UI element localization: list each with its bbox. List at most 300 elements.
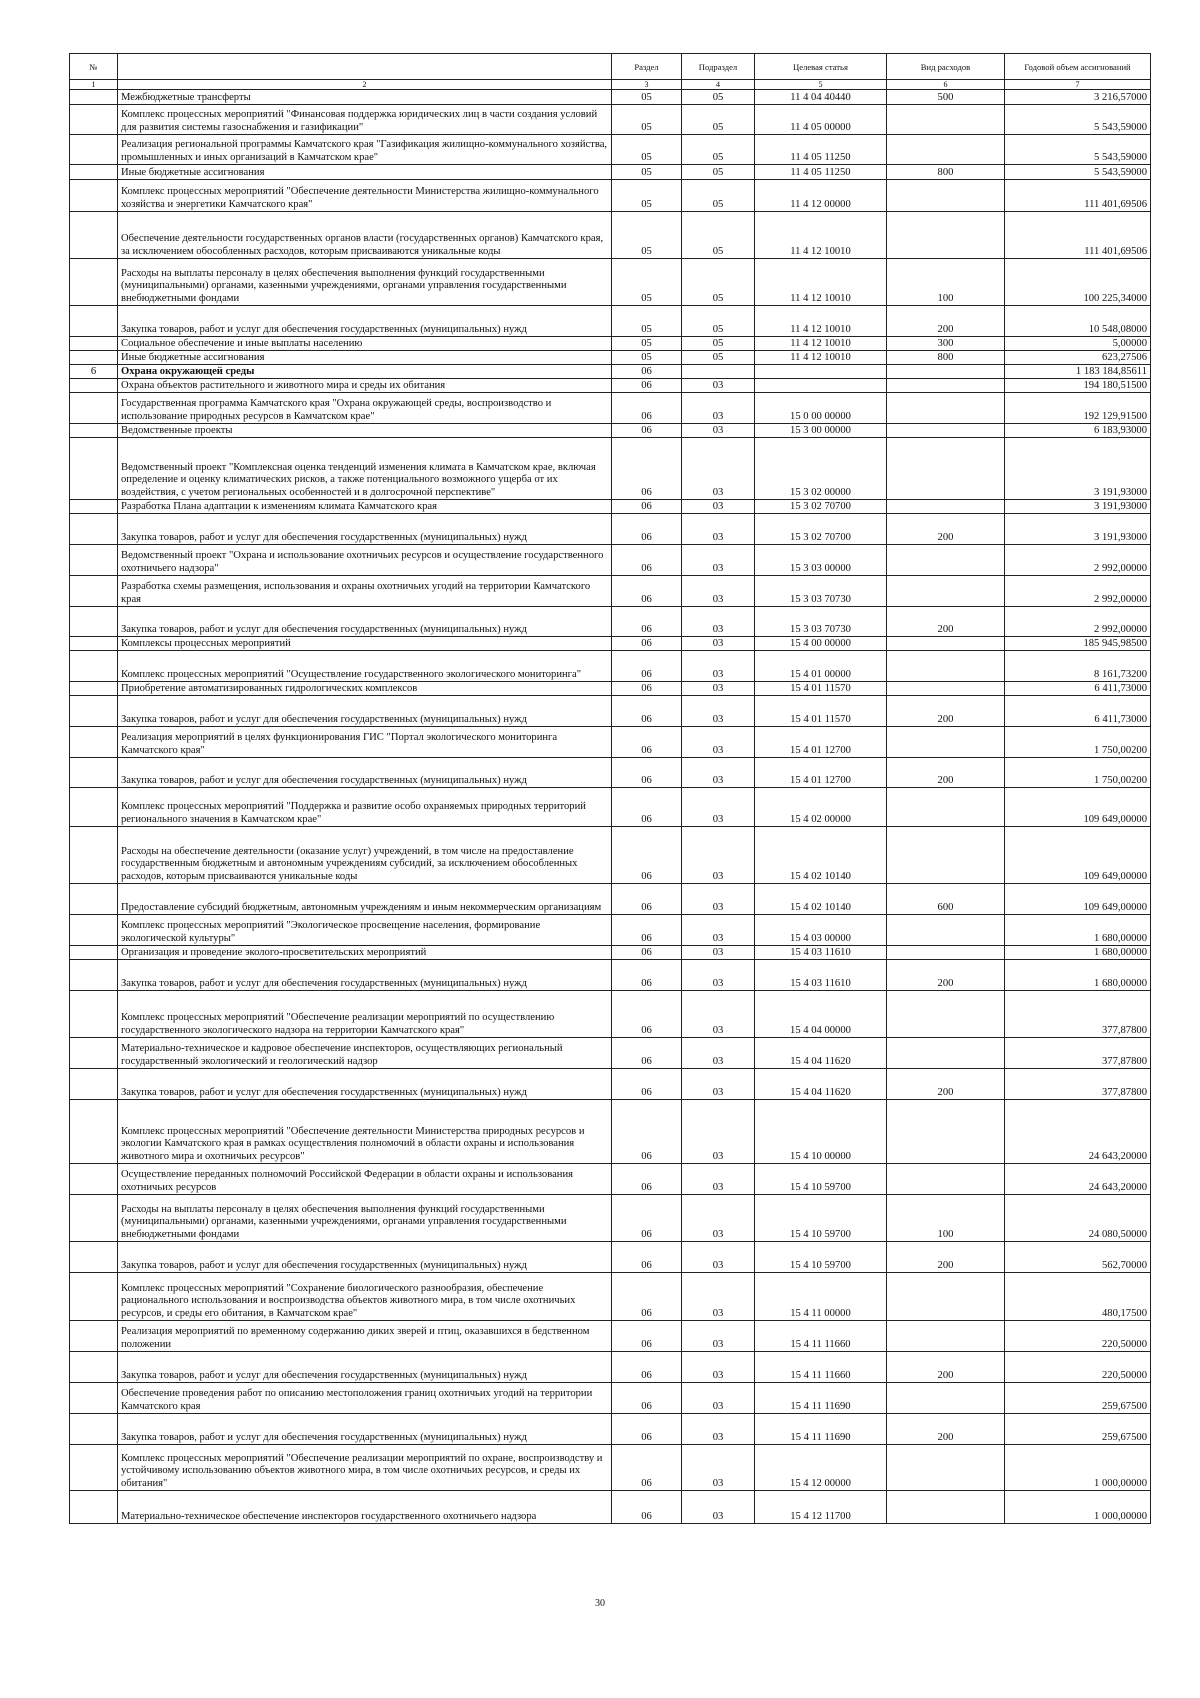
row-section: 06 <box>612 1273 682 1321</box>
row-target-article: 15 4 11 11690 <box>755 1414 887 1445</box>
table-row <box>70 696 1151 727</box>
row-number <box>70 727 118 758</box>
table-row <box>70 884 1151 915</box>
row-subsection: 03 <box>682 827 755 884</box>
table-row <box>70 1242 1151 1273</box>
row-name: Комплекс процессных мероприятий "Сохранение биологического разнообразия, обеспечение рационального использования и воспроизводства объектов животного мира, в том числе охотничьих ресурсов, и среды его обитания, в Камчатском крае" <box>118 1273 612 1321</box>
table-header <box>70 54 1151 90</box>
row-amount: 24 643,20000 <box>1005 1100 1151 1164</box>
row-section: 06 <box>612 960 682 991</box>
row-amount: 377,87800 <box>1005 1038 1151 1069</box>
row-name: Закупка товаров, работ и услуг для обеспечения государственных (муниципальных) нужд <box>118 1352 612 1383</box>
row-section: 06 <box>612 1164 682 1195</box>
row-expense-type: 200 <box>887 696 1005 727</box>
row-subsection: 03 <box>682 1321 755 1352</box>
row-amount: 100 225,34000 <box>1005 259 1151 306</box>
row-subsection: 03 <box>682 1069 755 1100</box>
row-expense-type: 800 <box>887 165 1005 180</box>
row-number <box>70 165 118 180</box>
row-section: 06 <box>612 1100 682 1164</box>
row-expense-type <box>887 438 1005 500</box>
row-amount: 1 000,00000 <box>1005 1445 1151 1491</box>
row-expense-type <box>887 105 1005 135</box>
row-expense-type <box>887 424 1005 438</box>
row-number <box>70 991 118 1038</box>
table-body <box>70 90 1151 1524</box>
row-amount: 3 216,57000 <box>1005 90 1151 105</box>
row-number <box>70 438 118 500</box>
row-expense-type <box>887 135 1005 165</box>
row-expense-type: 200 <box>887 1352 1005 1383</box>
row-target-article: 11 4 12 10010 <box>755 351 887 365</box>
row-section: 06 <box>612 545 682 576</box>
row-name: Закупка товаров, работ и услуг для обеспечения государственных (муниципальных) нужд <box>118 1069 612 1100</box>
row-amount: 1 750,00200 <box>1005 727 1151 758</box>
row-amount: 1 000,00000 <box>1005 1491 1151 1524</box>
row-expense-type <box>887 379 1005 393</box>
row-target-article: 11 4 12 10010 <box>755 337 887 351</box>
row-expense-type <box>887 1383 1005 1414</box>
row-number <box>70 576 118 607</box>
row-number <box>70 379 118 393</box>
row-target-article: 11 4 12 00000 <box>755 180 887 212</box>
row-subsection: 05 <box>682 351 755 365</box>
row-target-article: 15 4 03 11610 <box>755 946 887 960</box>
row-target-article: 15 4 10 59700 <box>755 1242 887 1273</box>
row-amount: 5 543,59000 <box>1005 105 1151 135</box>
row-expense-type <box>887 1038 1005 1069</box>
row-number <box>70 788 118 827</box>
row-amount: 623,27506 <box>1005 351 1151 365</box>
row-section: 06 <box>612 946 682 960</box>
row-expense-type: 500 <box>887 90 1005 105</box>
row-section: 06 <box>612 637 682 651</box>
table-row <box>70 259 1151 306</box>
row-section: 06 <box>612 696 682 727</box>
row-expense-type: 100 <box>887 1195 1005 1242</box>
table-row <box>70 651 1151 682</box>
row-number <box>70 1414 118 1445</box>
row-name: Закупка товаров, работ и услуг для обеспечения государственных (муниципальных) нужд <box>118 514 612 545</box>
row-name: Охрана окружающей среды <box>118 365 612 379</box>
row-amount: 220,50000 <box>1005 1321 1151 1352</box>
table-row <box>70 758 1151 788</box>
row-subsection: 05 <box>682 259 755 306</box>
row-target-article: 15 3 03 70730 <box>755 607 887 637</box>
row-amount: 562,70000 <box>1005 1242 1151 1273</box>
row-number <box>70 306 118 337</box>
table-row <box>70 212 1151 259</box>
row-subsection: 03 <box>682 915 755 946</box>
row-name: Расходы на выплаты персоналу в целях обеспечения выполнения функций государственными (муниципальными) органами, казенными учреждениями, органами управления государственными внебюджетными фондами <box>118 259 612 306</box>
row-expense-type: 600 <box>887 884 1005 915</box>
row-name: Комплекс процессных мероприятий "Экологическое просвещение населения, формирование экологической культуры" <box>118 915 612 946</box>
row-name: Разработка схемы размещения, использования и охраны охотничьих угодий на территории Камчатского края <box>118 576 612 607</box>
row-section: 06 <box>612 1383 682 1414</box>
row-amount: 5,00000 <box>1005 337 1151 351</box>
row-amount: 24 080,50000 <box>1005 1195 1151 1242</box>
row-number <box>70 135 118 165</box>
row-section: 06 <box>612 1414 682 1445</box>
row-amount: 377,87800 <box>1005 991 1151 1038</box>
row-subsection: 03 <box>682 696 755 727</box>
row-expense-type: 200 <box>887 1242 1005 1273</box>
table-row <box>70 165 1151 180</box>
row-name: Комплекс процессных мероприятий "Обеспечение деятельности Министерства жилищно-коммунального хозяйства и энергетики Камчатского края" <box>118 180 612 212</box>
row-subsection: 03 <box>682 514 755 545</box>
row-target-article: 15 4 04 11620 <box>755 1069 887 1100</box>
row-number <box>70 1321 118 1352</box>
table-row <box>70 946 1151 960</box>
row-name: Социальное обеспечение и иные выплаты населению <box>118 337 612 351</box>
row-amount: 1 680,00000 <box>1005 946 1151 960</box>
row-number <box>70 1195 118 1242</box>
table-row <box>70 90 1151 105</box>
row-subsection: 03 <box>682 1445 755 1491</box>
row-subsection: 03 <box>682 545 755 576</box>
row-expense-type: 200 <box>887 1069 1005 1100</box>
row-target-article: 15 4 03 11610 <box>755 960 887 991</box>
row-expense-type <box>887 946 1005 960</box>
row-expense-type: 200 <box>887 306 1005 337</box>
row-number <box>70 960 118 991</box>
row-target-article: 15 3 03 00000 <box>755 545 887 576</box>
row-section: 06 <box>612 393 682 424</box>
row-amount: 5 543,59000 <box>1005 135 1151 165</box>
row-section: 05 <box>612 259 682 306</box>
row-target-article: 15 4 01 00000 <box>755 651 887 682</box>
row-subsection: 03 <box>682 788 755 827</box>
row-section: 06 <box>612 682 682 696</box>
row-subsection: 05 <box>682 165 755 180</box>
table-row <box>70 607 1151 637</box>
row-section: 05 <box>612 105 682 135</box>
row-subsection: 05 <box>682 306 755 337</box>
row-target-article: 15 4 01 12700 <box>755 727 887 758</box>
table-row <box>70 682 1151 696</box>
row-subsection: 03 <box>682 1164 755 1195</box>
row-number <box>70 351 118 365</box>
row-name: Закупка товаров, работ и услуг для обеспечения государственных (муниципальных) нужд <box>118 758 612 788</box>
row-subsection: 03 <box>682 438 755 500</box>
row-target-article: 15 4 12 11700 <box>755 1491 887 1524</box>
row-number <box>70 915 118 946</box>
row-amount: 185 945,98500 <box>1005 637 1151 651</box>
row-amount: 2 992,00000 <box>1005 545 1151 576</box>
row-expense-type: 200 <box>887 514 1005 545</box>
row-number <box>70 607 118 637</box>
row-target-article: 15 4 11 11660 <box>755 1321 887 1352</box>
row-name: Предоставление субсидий бюджетным, автономным учреждениям и иным некоммерческим организациям <box>118 884 612 915</box>
row-number <box>70 1273 118 1321</box>
row-target-article: 11 4 05 00000 <box>755 105 887 135</box>
row-section: 05 <box>612 135 682 165</box>
row-name: Расходы на обеспечение деятельности (оказание услуг) учреждений, в том числе на предоставление государственным бюджетным и автономным учреждениям субсидий, за исключением обособленных расходов, которым присваиваются уникальные коды <box>118 827 612 884</box>
row-expense-type <box>887 827 1005 884</box>
table-row <box>70 727 1151 758</box>
budget-table <box>69 53 1151 1524</box>
row-subsection: 03 <box>682 1414 755 1445</box>
table-row <box>70 337 1151 351</box>
row-number <box>70 884 118 915</box>
row-number <box>70 90 118 105</box>
row-target-article: 15 4 12 00000 <box>755 1445 887 1491</box>
table-row <box>70 1273 1151 1321</box>
column-number: 6 <box>887 80 1005 90</box>
row-subsection: 03 <box>682 884 755 915</box>
row-amount: 5 543,59000 <box>1005 165 1151 180</box>
row-expense-type: 200 <box>887 960 1005 991</box>
row-expense-type <box>887 727 1005 758</box>
column-number-row <box>70 80 1151 90</box>
row-section: 06 <box>612 1445 682 1491</box>
row-amount: 2 992,00000 <box>1005 576 1151 607</box>
column-number: 3 <box>612 80 682 90</box>
row-section: 06 <box>612 514 682 545</box>
row-name: Материально-техническое обеспечение инспекторов государственного охотничьего надзора <box>118 1491 612 1524</box>
row-subsection: 03 <box>682 1491 755 1524</box>
row-expense-type <box>887 788 1005 827</box>
row-subsection: 03 <box>682 576 755 607</box>
row-section: 06 <box>612 379 682 393</box>
row-name: Реализация мероприятий по временному содержанию диких зверей и птиц, оказавшихся в бедственном положении <box>118 1321 612 1352</box>
row-number <box>70 696 118 727</box>
row-amount: 1 750,00200 <box>1005 758 1151 788</box>
row-target-article: 15 3 02 70700 <box>755 514 887 545</box>
row-expense-type <box>887 500 1005 514</box>
row-subsection: 03 <box>682 1383 755 1414</box>
row-amount: 220,50000 <box>1005 1352 1151 1383</box>
row-target-article <box>755 379 887 393</box>
row-amount: 377,87800 <box>1005 1069 1151 1100</box>
row-subsection: 03 <box>682 424 755 438</box>
row-target-article: 15 4 03 00000 <box>755 915 887 946</box>
table-row <box>70 1164 1151 1195</box>
row-number <box>70 1352 118 1383</box>
row-amount: 3 191,93000 <box>1005 500 1151 514</box>
page-number: 30 <box>595 1598 605 1609</box>
row-name: Комплексы процессных мероприятий <box>118 637 612 651</box>
table-row <box>70 424 1151 438</box>
row-name: Закупка товаров, работ и услуг для обеспечения государственных (муниципальных) нужд <box>118 1414 612 1445</box>
row-subsection: 05 <box>682 105 755 135</box>
row-expense-type <box>887 1164 1005 1195</box>
table-row <box>70 135 1151 165</box>
header-no: № <box>70 54 118 80</box>
column-number: 1 <box>70 80 118 90</box>
row-subsection: 05 <box>682 90 755 105</box>
table-row <box>70 1195 1151 1242</box>
row-number <box>70 1164 118 1195</box>
header-row <box>70 54 1151 80</box>
row-target-article: 15 4 00 00000 <box>755 637 887 651</box>
row-target-article: 15 4 04 11620 <box>755 1038 887 1069</box>
row-subsection <box>682 365 755 379</box>
row-name: Ведомственные проекты <box>118 424 612 438</box>
row-subsection: 03 <box>682 682 755 696</box>
row-number <box>70 105 118 135</box>
row-target-article: 15 3 02 00000 <box>755 438 887 500</box>
row-expense-type <box>887 545 1005 576</box>
row-name: Межбюджетные трансферты <box>118 90 612 105</box>
row-subsection: 03 <box>682 946 755 960</box>
row-target-article: 15 4 10 59700 <box>755 1164 887 1195</box>
table-row <box>70 1069 1151 1100</box>
row-subsection: 03 <box>682 393 755 424</box>
row-expense-type <box>887 1491 1005 1524</box>
row-number <box>70 651 118 682</box>
row-subsection: 03 <box>682 960 755 991</box>
table-row <box>70 545 1151 576</box>
row-name: Организация и проведение эколого-просветительских мероприятий <box>118 946 612 960</box>
row-expense-type: 200 <box>887 758 1005 788</box>
row-target-article: 15 4 02 00000 <box>755 788 887 827</box>
table-row <box>70 500 1151 514</box>
row-number <box>70 337 118 351</box>
column-number: 7 <box>1005 80 1151 90</box>
table-row <box>70 379 1151 393</box>
row-name: Закупка товаров, работ и услуг для обеспечения государственных (муниципальных) нужд <box>118 306 612 337</box>
table-row <box>70 576 1151 607</box>
row-target-article: 15 4 04 00000 <box>755 991 887 1038</box>
row-section: 06 <box>612 1038 682 1069</box>
row-subsection: 05 <box>682 180 755 212</box>
row-name: Иные бюджетные ассигнования <box>118 351 612 365</box>
row-section: 06 <box>612 500 682 514</box>
row-expense-type <box>887 365 1005 379</box>
row-amount: 109 649,00000 <box>1005 884 1151 915</box>
header-annual-amount: Годовой объем ассигнований <box>1005 54 1151 80</box>
table-row <box>70 1038 1151 1069</box>
row-section: 06 <box>612 424 682 438</box>
row-subsection: 03 <box>682 637 755 651</box>
row-target-article: 15 4 11 11660 <box>755 1352 887 1383</box>
table-row <box>70 1321 1151 1352</box>
row-target-article: 15 4 01 12700 <box>755 758 887 788</box>
row-expense-type: 100 <box>887 259 1005 306</box>
table-row <box>70 991 1151 1038</box>
row-target-article: 15 4 01 11570 <box>755 696 887 727</box>
table-row <box>70 180 1151 212</box>
header-name <box>118 54 612 80</box>
row-section: 05 <box>612 180 682 212</box>
row-target-article: 15 4 11 11690 <box>755 1383 887 1414</box>
table-row <box>70 915 1151 946</box>
row-section: 06 <box>612 788 682 827</box>
row-number <box>70 1491 118 1524</box>
row-name: Комплекс процессных мероприятий "Обеспечение реализации мероприятий по осуществлению государственного экологического надзора на территории Камчатского края" <box>118 991 612 1038</box>
row-target-article: 15 4 11 00000 <box>755 1273 887 1321</box>
row-name: Разработка Плана адаптации к изменениям климата Камчатского края <box>118 500 612 514</box>
header-target-article: Целевая статья <box>755 54 887 80</box>
table-row <box>70 1491 1151 1524</box>
row-name: Материально-техническое и кадровое обеспечение инспекторов, осуществляющих региональный государственный экологический и геологический надзор <box>118 1038 612 1069</box>
row-expense-type: 200 <box>887 607 1005 637</box>
row-name: Комплекс процессных мероприятий "Обеспечение деятельности Министерства природных ресурсов и экологии Камчатского края в рамках осуществления полномочий в области охраны и использования животного мира и охотничьих ресурсов" <box>118 1100 612 1164</box>
table-row <box>70 1352 1151 1383</box>
row-section: 06 <box>612 827 682 884</box>
row-name: Комплекс процессных мероприятий "Обеспечение реализации мероприятий по охране, воспроизводству и устойчивому использованию объектов животного мира, в том числе охотничьих ресурсов, и среды их обитания" <box>118 1445 612 1491</box>
row-name: Ведомственный проект "Охрана и использование охотничьих ресурсов и осуществление государственного охотничьего надзора" <box>118 545 612 576</box>
header-subsection: Подраздел <box>682 54 755 80</box>
row-expense-type <box>887 1445 1005 1491</box>
row-section: 06 <box>612 991 682 1038</box>
row-subsection: 03 <box>682 991 755 1038</box>
row-expense-type <box>887 393 1005 424</box>
row-amount: 2 992,00000 <box>1005 607 1151 637</box>
row-section: 06 <box>612 438 682 500</box>
row-target-article: 15 4 10 59700 <box>755 1195 887 1242</box>
row-expense-type <box>887 180 1005 212</box>
row-number <box>70 1069 118 1100</box>
row-number <box>70 946 118 960</box>
row-number <box>70 514 118 545</box>
row-number <box>70 1100 118 1164</box>
table-row <box>70 827 1151 884</box>
row-target-article: 15 3 03 70730 <box>755 576 887 607</box>
row-amount: 194 180,51500 <box>1005 379 1151 393</box>
row-amount: 109 649,00000 <box>1005 827 1151 884</box>
header-expense-type: Вид расходов <box>887 54 1005 80</box>
row-target-article: 15 3 02 70700 <box>755 500 887 514</box>
table-row <box>70 1414 1151 1445</box>
row-target-article: 11 4 12 10010 <box>755 212 887 259</box>
row-subsection: 03 <box>682 651 755 682</box>
row-expense-type <box>887 991 1005 1038</box>
row-expense-type: 200 <box>887 1414 1005 1445</box>
table-row <box>70 1445 1151 1491</box>
row-section: 06 <box>612 1242 682 1273</box>
row-number <box>70 758 118 788</box>
row-amount: 111 401,69506 <box>1005 180 1151 212</box>
row-number <box>70 1038 118 1069</box>
row-section: 05 <box>612 90 682 105</box>
row-section: 06 <box>612 576 682 607</box>
column-number: 2 <box>118 80 612 90</box>
row-expense-type <box>887 915 1005 946</box>
row-amount: 259,67500 <box>1005 1383 1151 1414</box>
row-amount: 192 129,91500 <box>1005 393 1151 424</box>
row-expense-type: 800 <box>887 351 1005 365</box>
row-number <box>70 1445 118 1491</box>
row-amount: 1 680,00000 <box>1005 960 1151 991</box>
row-name: Иные бюджетные ассигнования <box>118 165 612 180</box>
row-name: Комплекс процессных мероприятий "Поддержка и развитие особо охраняемых природных территорий регионального значения в Камчатском крае" <box>118 788 612 827</box>
row-name: Обеспечение деятельности государственных органов власти (государственных органов) Камчатского края, за исключением обособленных расходов, которым присваиваются уникальные коды <box>118 212 612 259</box>
row-subsection: 03 <box>682 1242 755 1273</box>
row-section: 05 <box>612 212 682 259</box>
row-section: 06 <box>612 1352 682 1383</box>
row-number <box>70 827 118 884</box>
row-expense-type <box>887 576 1005 607</box>
table-row <box>70 306 1151 337</box>
row-name: Закупка товаров, работ и услуг для обеспечения государственных (муниципальных) нужд <box>118 607 612 637</box>
table-row <box>70 960 1151 991</box>
row-subsection: 05 <box>682 135 755 165</box>
row-section: 05 <box>612 337 682 351</box>
row-expense-type <box>887 1321 1005 1352</box>
row-target-article: 11 4 05 11250 <box>755 135 887 165</box>
column-number: 5 <box>755 80 887 90</box>
row-section: 06 <box>612 884 682 915</box>
row-amount: 1 680,00000 <box>1005 915 1151 946</box>
header-section: Раздел <box>612 54 682 80</box>
row-number <box>70 424 118 438</box>
row-subsection: 05 <box>682 212 755 259</box>
budget-page <box>69 53 1150 1524</box>
row-section: 05 <box>612 306 682 337</box>
row-name: Комплекс процессных мероприятий "Осуществление государственного экологического мониторинга" <box>118 651 612 682</box>
